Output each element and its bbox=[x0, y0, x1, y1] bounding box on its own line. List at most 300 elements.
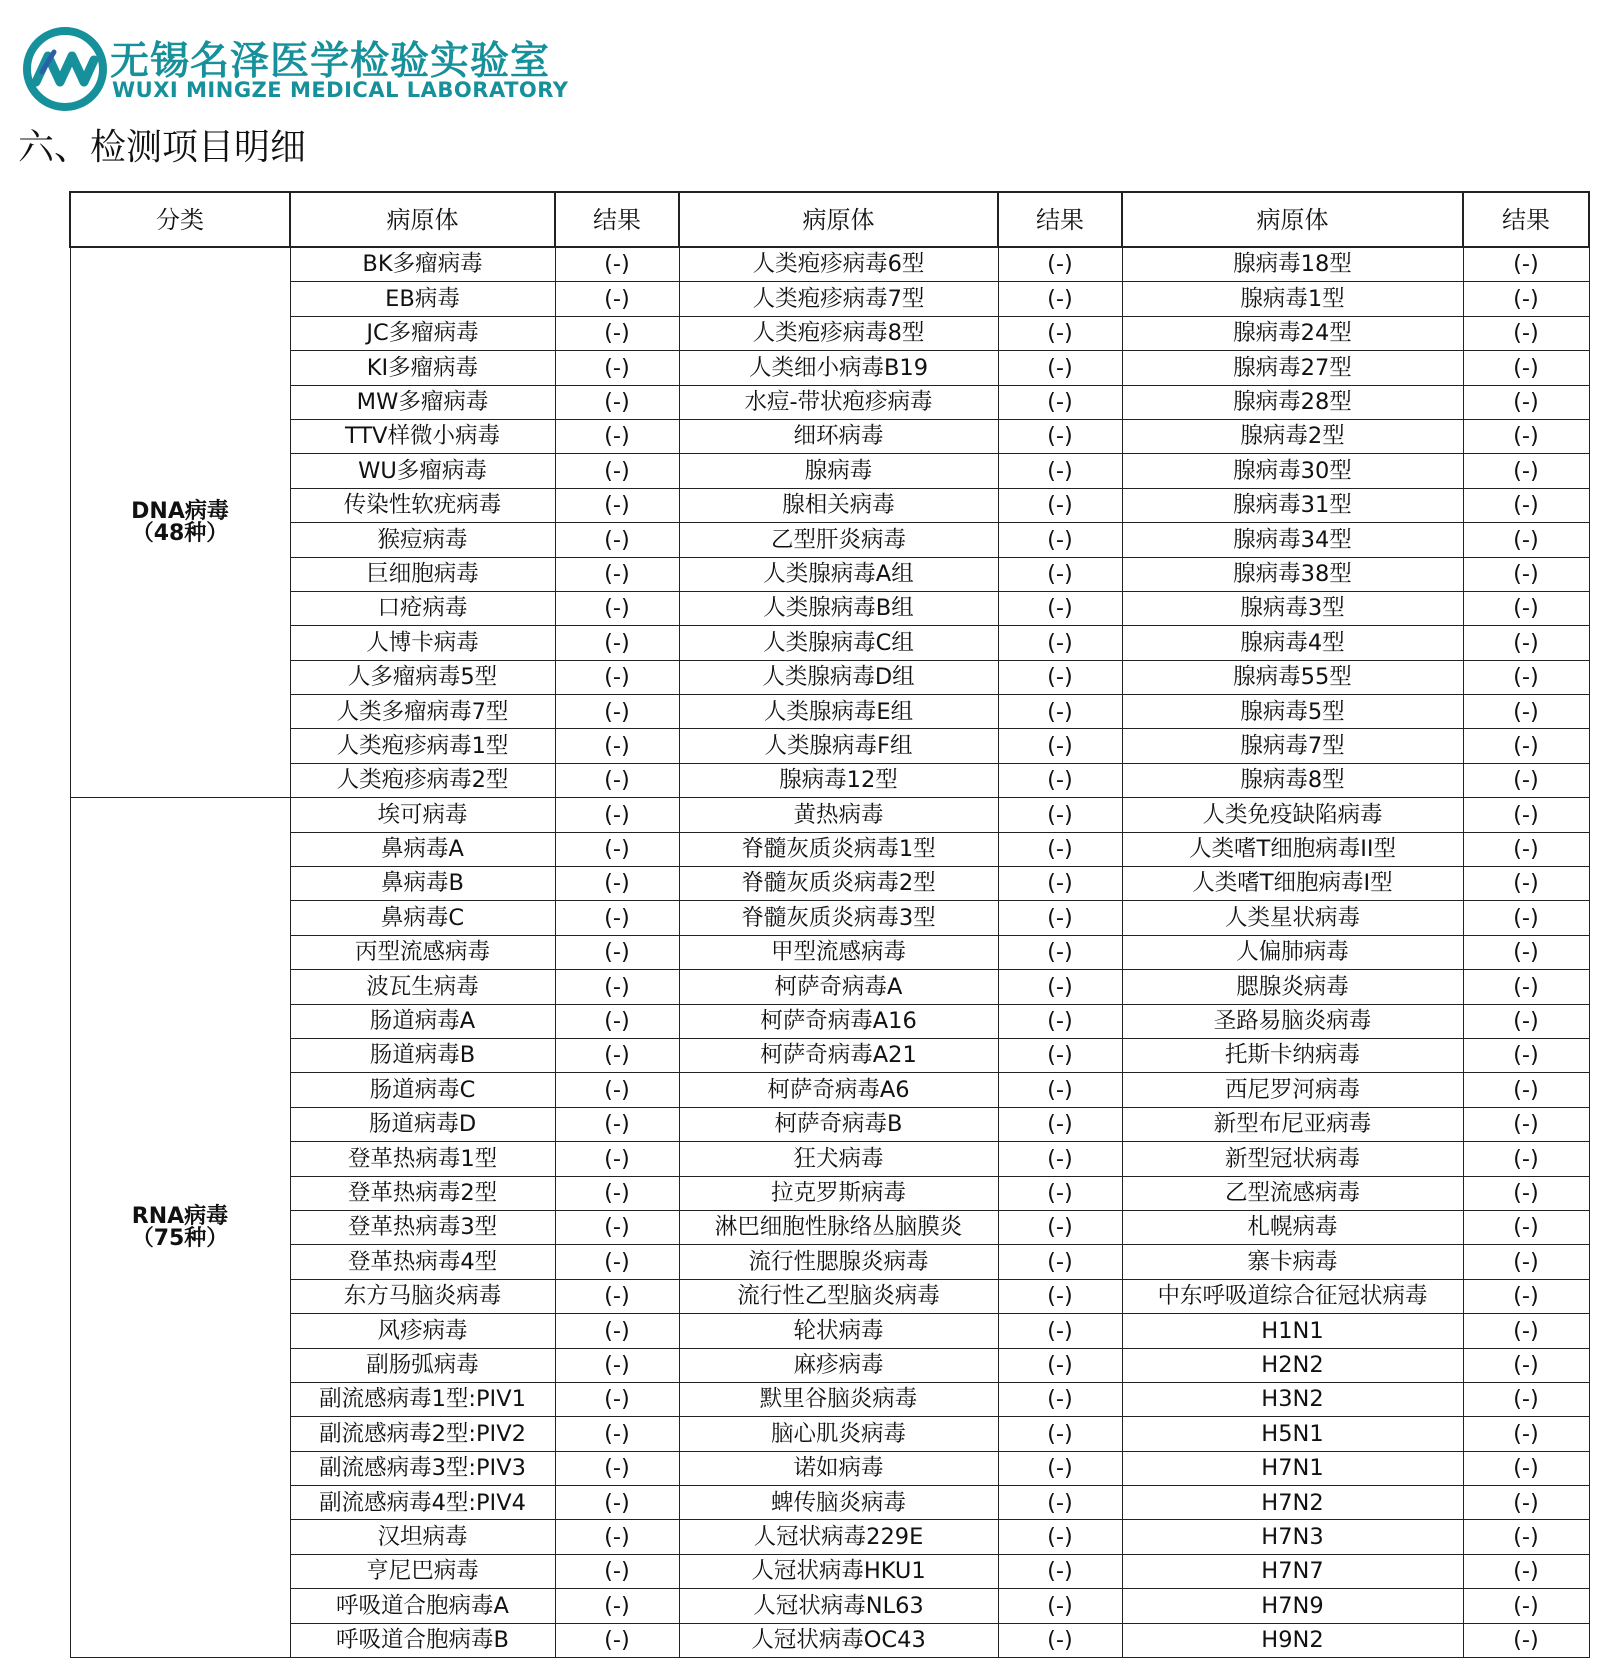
result-cell: (-) bbox=[998, 695, 1122, 729]
result-cell: (-) bbox=[998, 1382, 1122, 1416]
table-row bbox=[70, 729, 1589, 763]
result-cell: (-) bbox=[555, 901, 679, 935]
table-row bbox=[70, 351, 1589, 385]
pathogen-cell: 流行性腮腺炎病毒 bbox=[679, 1245, 998, 1279]
pathogen-cell: 呼吸道合胞病毒B bbox=[290, 1623, 555, 1657]
table-row bbox=[70, 1589, 1589, 1623]
column-header: 病原体 bbox=[290, 192, 555, 247]
result-cell: (-) bbox=[998, 1176, 1122, 1210]
pathogen-cell: 肠道病毒D bbox=[290, 1107, 555, 1141]
pathogen-cell: H7N2 bbox=[1122, 1486, 1463, 1520]
pathogen-cell: 甲型流感病毒 bbox=[679, 935, 998, 969]
table-row bbox=[70, 1382, 1589, 1416]
pathogen-cell: 腺病毒34型 bbox=[1122, 523, 1463, 557]
result-cell: (-) bbox=[1463, 385, 1589, 419]
pathogen-cell: 狂犬病毒 bbox=[679, 1142, 998, 1176]
result-cell: (-) bbox=[998, 1279, 1122, 1313]
result-cell: (-) bbox=[1463, 626, 1589, 660]
table-row bbox=[70, 970, 1589, 1004]
table-row bbox=[70, 1210, 1589, 1244]
result-cell: (-) bbox=[998, 1142, 1122, 1176]
table-row bbox=[70, 867, 1589, 901]
pathogen-cell: 猴痘病毒 bbox=[290, 523, 555, 557]
pathogen-cell: 鼻病毒A bbox=[290, 832, 555, 866]
result-cell: (-) bbox=[555, 1554, 679, 1588]
result-cell: (-) bbox=[555, 970, 679, 1004]
result-cell: (-) bbox=[555, 385, 679, 419]
pathogen-cell: 亨尼巴病毒 bbox=[290, 1554, 555, 1588]
result-cell: (-) bbox=[555, 1589, 679, 1623]
result-cell: (-) bbox=[555, 729, 679, 763]
result-cell: (-) bbox=[555, 557, 679, 591]
result-cell: (-) bbox=[1463, 351, 1589, 385]
result-cell: (-) bbox=[1463, 1038, 1589, 1072]
result-cell: (-) bbox=[998, 970, 1122, 1004]
table-row bbox=[70, 1038, 1589, 1072]
category-count: （75种） bbox=[131, 1225, 229, 1251]
pathogen-cell: 东方马脑炎病毒 bbox=[290, 1279, 555, 1313]
pathogen-cell: 副流感病毒1型:PIV1 bbox=[290, 1382, 555, 1416]
result-cell: (-) bbox=[1463, 591, 1589, 625]
pathogen-cell: 腺病毒18型 bbox=[1122, 247, 1463, 282]
result-cell: (-) bbox=[998, 729, 1122, 763]
pathogen-cell: 人类嗜T细胞病毒I型 bbox=[1122, 867, 1463, 901]
result-cell: (-) bbox=[998, 798, 1122, 832]
result-cell: (-) bbox=[998, 901, 1122, 935]
pathogen-cell: 腺病毒5型 bbox=[1122, 695, 1463, 729]
table-row bbox=[70, 454, 1589, 488]
pathogen-cell: 人偏肺病毒 bbox=[1122, 935, 1463, 969]
column-header: 分类 bbox=[70, 192, 290, 247]
result-cell: (-) bbox=[1463, 1520, 1589, 1554]
result-cell: (-) bbox=[555, 1038, 679, 1072]
result-cell: (-) bbox=[555, 1486, 679, 1520]
table-row bbox=[70, 695, 1589, 729]
pathogen-cell: 登革热病毒4型 bbox=[290, 1245, 555, 1279]
pathogen-cell: 札幌病毒 bbox=[1122, 1210, 1463, 1244]
pathogen-cell: 默里谷脑炎病毒 bbox=[679, 1382, 998, 1416]
table-row bbox=[70, 1623, 1589, 1657]
pathogen-cell: BK多瘤病毒 bbox=[290, 247, 555, 282]
pathogen-cell: 脊髓灰质炎病毒3型 bbox=[679, 901, 998, 935]
table-body bbox=[70, 247, 1589, 1658]
result-cell: (-) bbox=[1463, 1348, 1589, 1382]
pathogen-cell: 腮腺炎病毒 bbox=[1122, 970, 1463, 1004]
pathogen-cell: H5N1 bbox=[1122, 1417, 1463, 1451]
result-cell: (-) bbox=[555, 523, 679, 557]
result-cell: (-) bbox=[998, 867, 1122, 901]
table-row bbox=[70, 1279, 1589, 1313]
result-cell: (-) bbox=[998, 1210, 1122, 1244]
pathogen-cell: TTV样微小病毒 bbox=[290, 419, 555, 453]
result-cell: (-) bbox=[998, 557, 1122, 591]
table-row bbox=[70, 1314, 1589, 1348]
pathogen-cell: 水痘-带状疱疹病毒 bbox=[679, 385, 998, 419]
lab-logo-icon bbox=[22, 26, 108, 112]
pathogen-cell: WU多瘤病毒 bbox=[290, 454, 555, 488]
pathogen-cell: 蜱传脑炎病毒 bbox=[679, 1486, 998, 1520]
pathogen-cell: H1N1 bbox=[1122, 1314, 1463, 1348]
column-header: 结果 bbox=[555, 192, 679, 247]
result-cell: (-) bbox=[555, 1004, 679, 1038]
pathogen-cell: 人冠状病毒OC43 bbox=[679, 1623, 998, 1657]
result-cell: (-) bbox=[555, 591, 679, 625]
result-cell: (-) bbox=[555, 419, 679, 453]
pathogen-cell: 肠道病毒A bbox=[290, 1004, 555, 1038]
pathogen-cell: 圣路易脑炎病毒 bbox=[1122, 1004, 1463, 1038]
result-cell: (-) bbox=[555, 1417, 679, 1451]
pathogen-cell: 腺病毒4型 bbox=[1122, 626, 1463, 660]
result-cell: (-) bbox=[555, 935, 679, 969]
column-header: 病原体 bbox=[1122, 192, 1463, 247]
result-cell: (-) bbox=[555, 1279, 679, 1313]
table-row bbox=[70, 660, 1589, 694]
org-name-cn: 无锡名泽医学检验实验室 bbox=[110, 39, 551, 84]
table-row bbox=[70, 591, 1589, 625]
pathogen-cell: 人类疱疹病毒8型 bbox=[679, 316, 998, 350]
pathogen-cell: 副流感病毒4型:PIV4 bbox=[290, 1486, 555, 1520]
result-cell: (-) bbox=[1463, 763, 1589, 797]
pathogen-cell: 流行性乙型脑炎病毒 bbox=[679, 1279, 998, 1313]
pathogen-cell: 人类免疫缺陷病毒 bbox=[1122, 798, 1463, 832]
pathogen-cell: 新型布尼亚病毒 bbox=[1122, 1107, 1463, 1141]
result-cell: (-) bbox=[1463, 454, 1589, 488]
table-row bbox=[70, 626, 1589, 660]
category-name: DNA病毒 bbox=[131, 498, 229, 524]
pathogen-cell: 口疮病毒 bbox=[290, 591, 555, 625]
result-cell: (-) bbox=[555, 1107, 679, 1141]
pathogen-cell: 腺病毒3型 bbox=[1122, 591, 1463, 625]
table-row bbox=[70, 1073, 1589, 1107]
table-row bbox=[70, 832, 1589, 866]
pathogen-cell: 人类疱疹病毒2型 bbox=[290, 763, 555, 797]
pathogen-cell: 人冠状病毒229E bbox=[679, 1520, 998, 1554]
result-cell: (-) bbox=[1463, 557, 1589, 591]
result-cell: (-) bbox=[555, 660, 679, 694]
pathogen-cell: 诺如病毒 bbox=[679, 1451, 998, 1485]
result-cell: (-) bbox=[998, 660, 1122, 694]
column-header: 结果 bbox=[1463, 192, 1589, 247]
table-row bbox=[70, 1486, 1589, 1520]
pathogen-cell: 黄热病毒 bbox=[679, 798, 998, 832]
result-cell: (-) bbox=[998, 1073, 1122, 1107]
result-cell: (-) bbox=[998, 523, 1122, 557]
result-cell: (-) bbox=[998, 935, 1122, 969]
category-cell bbox=[70, 247, 290, 798]
result-cell: (-) bbox=[998, 1417, 1122, 1451]
result-cell: (-) bbox=[555, 1382, 679, 1416]
pathogen-cell: MW多瘤病毒 bbox=[290, 385, 555, 419]
test-items-table bbox=[69, 191, 1590, 1658]
pathogen-cell: 腺病毒38型 bbox=[1122, 557, 1463, 591]
pathogen-cell: 脊髓灰质炎病毒2型 bbox=[679, 867, 998, 901]
result-cell: (-) bbox=[998, 316, 1122, 350]
result-cell: (-) bbox=[1463, 695, 1589, 729]
table-row bbox=[70, 316, 1589, 350]
pathogen-cell: 细环病毒 bbox=[679, 419, 998, 453]
result-cell: (-) bbox=[1463, 1004, 1589, 1038]
result-cell: (-) bbox=[998, 763, 1122, 797]
pathogen-cell: 乙型流感病毒 bbox=[1122, 1176, 1463, 1210]
pathogen-cell: 柯萨奇病毒A6 bbox=[679, 1073, 998, 1107]
result-cell: (-) bbox=[998, 282, 1122, 316]
pathogen-cell: 腺病毒31型 bbox=[1122, 488, 1463, 522]
result-cell: (-) bbox=[1463, 247, 1589, 282]
result-cell: (-) bbox=[555, 832, 679, 866]
category-cell bbox=[70, 798, 290, 1658]
result-cell: (-) bbox=[555, 1073, 679, 1107]
result-cell: (-) bbox=[1463, 798, 1589, 832]
pathogen-cell: 柯萨奇病毒A21 bbox=[679, 1038, 998, 1072]
pathogen-cell: 乙型肝炎病毒 bbox=[679, 523, 998, 557]
category-name: RNA病毒 bbox=[131, 1203, 229, 1229]
table-row bbox=[70, 1554, 1589, 1588]
pathogen-cell: 腺病毒12型 bbox=[679, 763, 998, 797]
pathogen-cell: 人类腺病毒D组 bbox=[679, 660, 998, 694]
pathogen-cell: 麻疹病毒 bbox=[679, 1348, 998, 1382]
result-cell: (-) bbox=[1463, 1451, 1589, 1485]
result-cell: (-) bbox=[555, 867, 679, 901]
pathogen-cell: H7N7 bbox=[1122, 1554, 1463, 1588]
result-cell: (-) bbox=[998, 488, 1122, 522]
result-cell: (-) bbox=[998, 1486, 1122, 1520]
table-row bbox=[70, 282, 1589, 316]
result-cell: (-) bbox=[1463, 316, 1589, 350]
result-cell: (-) bbox=[1463, 488, 1589, 522]
pathogen-cell: 拉克罗斯病毒 bbox=[679, 1176, 998, 1210]
pathogen-cell: 副流感病毒3型:PIV3 bbox=[290, 1451, 555, 1485]
result-cell: (-) bbox=[555, 351, 679, 385]
result-cell: (-) bbox=[998, 591, 1122, 625]
result-cell: (-) bbox=[555, 1142, 679, 1176]
result-cell: (-) bbox=[1463, 1107, 1589, 1141]
pathogen-cell: EB病毒 bbox=[290, 282, 555, 316]
table-row bbox=[70, 1451, 1589, 1485]
table-row bbox=[70, 1417, 1589, 1451]
pathogen-cell: 人博卡病毒 bbox=[290, 626, 555, 660]
table-row bbox=[70, 901, 1589, 935]
table-row bbox=[70, 1348, 1589, 1382]
table-row bbox=[70, 1107, 1589, 1141]
result-cell: (-) bbox=[1463, 901, 1589, 935]
pathogen-cell: 丙型流感病毒 bbox=[290, 935, 555, 969]
pathogen-cell: 肠道病毒C bbox=[290, 1073, 555, 1107]
result-cell: (-) bbox=[555, 695, 679, 729]
result-cell: (-) bbox=[998, 626, 1122, 660]
result-cell: (-) bbox=[998, 1107, 1122, 1141]
pathogen-cell: 人类星状病毒 bbox=[1122, 901, 1463, 935]
pathogen-cell: 腺病毒27型 bbox=[1122, 351, 1463, 385]
result-cell: (-) bbox=[555, 1314, 679, 1348]
pathogen-cell: 鼻病毒B bbox=[290, 867, 555, 901]
pathogen-cell: 腺病毒55型 bbox=[1122, 660, 1463, 694]
column-header: 结果 bbox=[998, 192, 1122, 247]
result-cell: (-) bbox=[998, 832, 1122, 866]
result-cell: (-) bbox=[555, 1623, 679, 1657]
pathogen-cell: KI多瘤病毒 bbox=[290, 351, 555, 385]
table-row bbox=[70, 385, 1589, 419]
pathogen-cell: 腺病毒28型 bbox=[1122, 385, 1463, 419]
pathogen-cell: 人类细小病毒B19 bbox=[679, 351, 998, 385]
result-cell: (-) bbox=[1463, 1589, 1589, 1623]
result-cell: (-) bbox=[555, 763, 679, 797]
pathogen-cell: 人类腺病毒F组 bbox=[679, 729, 998, 763]
result-cell: (-) bbox=[998, 1314, 1122, 1348]
result-cell: (-) bbox=[998, 351, 1122, 385]
result-cell: (-) bbox=[1463, 419, 1589, 453]
table-row bbox=[70, 935, 1589, 969]
result-cell: (-) bbox=[1463, 1417, 1589, 1451]
result-cell: (-) bbox=[998, 1348, 1122, 1382]
pathogen-cell: 人类多瘤病毒7型 bbox=[290, 695, 555, 729]
result-cell: (-) bbox=[998, 454, 1122, 488]
pathogen-cell: 巨细胞病毒 bbox=[290, 557, 555, 591]
result-cell: (-) bbox=[1463, 1176, 1589, 1210]
result-cell: (-) bbox=[998, 1004, 1122, 1038]
pathogen-cell: 脊髓灰质炎病毒1型 bbox=[679, 832, 998, 866]
pathogen-cell: 西尼罗河病毒 bbox=[1122, 1073, 1463, 1107]
table-row bbox=[70, 1176, 1589, 1210]
pathogen-cell: 腺病毒24型 bbox=[1122, 316, 1463, 350]
pathogen-cell: H7N9 bbox=[1122, 1589, 1463, 1623]
result-cell: (-) bbox=[998, 385, 1122, 419]
result-cell: (-) bbox=[998, 1520, 1122, 1554]
table-row bbox=[70, 763, 1589, 797]
pathogen-cell: 人类腺病毒A组 bbox=[679, 557, 998, 591]
result-cell: (-) bbox=[555, 1348, 679, 1382]
pathogen-cell: H2N2 bbox=[1122, 1348, 1463, 1382]
pathogen-cell: JC多瘤病毒 bbox=[290, 316, 555, 350]
column-header: 病原体 bbox=[679, 192, 998, 247]
result-cell: (-) bbox=[555, 1210, 679, 1244]
pathogen-cell: 淋巴细胞性脉络丛脑膜炎 bbox=[679, 1210, 998, 1244]
category-count: （48种） bbox=[131, 520, 229, 546]
table-row bbox=[70, 247, 1589, 282]
pathogen-cell: 风疹病毒 bbox=[290, 1314, 555, 1348]
result-cell: (-) bbox=[555, 1520, 679, 1554]
table-row bbox=[70, 523, 1589, 557]
pathogen-cell: 副肠弧病毒 bbox=[290, 1348, 555, 1382]
result-cell: (-) bbox=[1463, 1623, 1589, 1657]
pathogen-cell: 腺相关病毒 bbox=[679, 488, 998, 522]
result-cell: (-) bbox=[1463, 1073, 1589, 1107]
table-row bbox=[70, 1520, 1589, 1554]
pathogen-cell: 人类嗜T细胞病毒II型 bbox=[1122, 832, 1463, 866]
result-cell: (-) bbox=[555, 1451, 679, 1485]
result-cell: (-) bbox=[1463, 970, 1589, 1004]
result-cell: (-) bbox=[555, 798, 679, 832]
result-cell: (-) bbox=[555, 1176, 679, 1210]
result-cell: (-) bbox=[1463, 935, 1589, 969]
result-cell: (-) bbox=[998, 1589, 1122, 1623]
pathogen-cell: 腺病毒1型 bbox=[1122, 282, 1463, 316]
result-cell: (-) bbox=[555, 1245, 679, 1279]
result-cell: (-) bbox=[998, 1038, 1122, 1072]
pathogen-cell: 鼻病毒C bbox=[290, 901, 555, 935]
result-cell: (-) bbox=[1463, 1382, 1589, 1416]
result-cell: (-) bbox=[1463, 1245, 1589, 1279]
pathogen-cell: 汉坦病毒 bbox=[290, 1520, 555, 1554]
pathogen-cell: 人冠状病毒NL63 bbox=[679, 1589, 998, 1623]
result-cell: (-) bbox=[555, 282, 679, 316]
pathogen-cell: 脑心肌炎病毒 bbox=[679, 1417, 998, 1451]
pathogen-cell: 人类腺病毒B组 bbox=[679, 591, 998, 625]
pathogen-cell: 登革热病毒2型 bbox=[290, 1176, 555, 1210]
result-cell: (-) bbox=[1463, 867, 1589, 901]
pathogen-cell: 呼吸道合胞病毒A bbox=[290, 1589, 555, 1623]
result-cell: (-) bbox=[1463, 282, 1589, 316]
result-cell: (-) bbox=[1463, 1279, 1589, 1313]
result-cell: (-) bbox=[998, 1554, 1122, 1588]
lab-header bbox=[22, 26, 569, 112]
pathogen-cell: 人类腺病毒E组 bbox=[679, 695, 998, 729]
pathogen-cell: 腺病毒2型 bbox=[1122, 419, 1463, 453]
table-row bbox=[70, 488, 1589, 522]
table-header-row bbox=[70, 192, 1589, 247]
pathogen-cell: 腺病毒7型 bbox=[1122, 729, 1463, 763]
pathogen-cell: 柯萨奇病毒A bbox=[679, 970, 998, 1004]
pathogen-cell: 托斯卡纳病毒 bbox=[1122, 1038, 1463, 1072]
pathogen-cell: 登革热病毒1型 bbox=[290, 1142, 555, 1176]
pathogen-cell: 登革热病毒3型 bbox=[290, 1210, 555, 1244]
result-cell: (-) bbox=[998, 247, 1122, 282]
pathogen-cell: 腺病毒30型 bbox=[1122, 454, 1463, 488]
pathogen-cell: H7N3 bbox=[1122, 1520, 1463, 1554]
result-cell: (-) bbox=[1463, 660, 1589, 694]
pathogen-cell: 腺病毒 bbox=[679, 454, 998, 488]
result-cell: (-) bbox=[555, 454, 679, 488]
result-cell: (-) bbox=[1463, 523, 1589, 557]
pathogen-cell: H7N1 bbox=[1122, 1451, 1463, 1485]
result-cell: (-) bbox=[1463, 1210, 1589, 1244]
table-row bbox=[70, 419, 1589, 453]
result-cell: (-) bbox=[555, 488, 679, 522]
result-cell: (-) bbox=[1463, 1142, 1589, 1176]
pathogen-cell: 人类疱疹病毒1型 bbox=[290, 729, 555, 763]
pathogen-cell: 波瓦生病毒 bbox=[290, 970, 555, 1004]
table-row bbox=[70, 1004, 1589, 1038]
pathogen-cell: 轮状病毒 bbox=[679, 1314, 998, 1348]
section-title: 六、检测项目明细 bbox=[18, 127, 307, 168]
pathogen-cell: 副流感病毒2型:PIV2 bbox=[290, 1417, 555, 1451]
table-row bbox=[70, 798, 1589, 832]
pathogen-cell: 人类腺病毒C组 bbox=[679, 626, 998, 660]
result-cell: (-) bbox=[1463, 729, 1589, 763]
result-cell: (-) bbox=[555, 626, 679, 660]
pathogen-cell: 柯萨奇病毒A16 bbox=[679, 1004, 998, 1038]
pathogen-cell: 腺病毒8型 bbox=[1122, 763, 1463, 797]
pathogen-cell: 中东呼吸道综合征冠状病毒 bbox=[1122, 1279, 1463, 1313]
pathogen-cell: H3N2 bbox=[1122, 1382, 1463, 1416]
pathogen-cell: 柯萨奇病毒B bbox=[679, 1107, 998, 1141]
pathogen-cell: 寨卡病毒 bbox=[1122, 1245, 1463, 1279]
result-cell: (-) bbox=[998, 419, 1122, 453]
result-cell: (-) bbox=[998, 1623, 1122, 1657]
result-cell: (-) bbox=[1463, 832, 1589, 866]
table-row bbox=[70, 557, 1589, 591]
pathogen-cell: 人多瘤病毒5型 bbox=[290, 660, 555, 694]
org-name-en: WUXI MINGZE MEDICAL LABORATORY bbox=[112, 78, 569, 102]
pathogen-cell: 人冠状病毒HKU1 bbox=[679, 1554, 998, 1588]
pathogen-cell: 埃可病毒 bbox=[290, 798, 555, 832]
pathogen-cell: H9N2 bbox=[1122, 1623, 1463, 1657]
pathogen-cell: 传染性软疣病毒 bbox=[290, 488, 555, 522]
pathogen-cell: 人类疱疹病毒6型 bbox=[679, 247, 998, 282]
result-cell: (-) bbox=[1463, 1314, 1589, 1348]
result-cell: (-) bbox=[1463, 1486, 1589, 1520]
result-cell: (-) bbox=[555, 316, 679, 350]
table-row bbox=[70, 1245, 1589, 1279]
